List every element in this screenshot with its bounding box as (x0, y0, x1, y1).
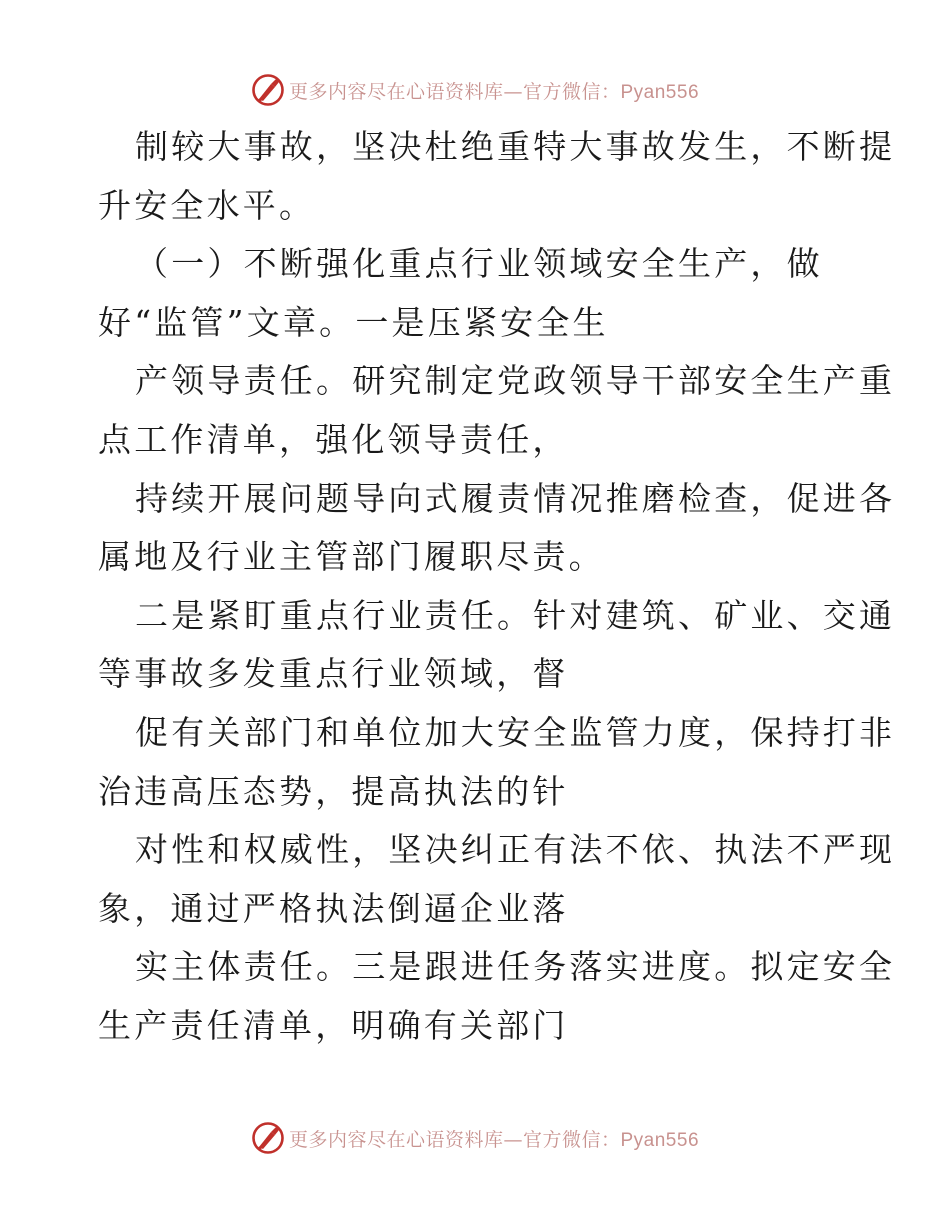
text-line: 制较大事故，坚决杜绝重特大事故发生，不断提 (135, 127, 896, 166)
text-line: 二是紧盯重点行业责任。针对建筑、矿业、交通 (135, 595, 896, 635)
watermark-id: Pyan556 (620, 1129, 700, 1151)
pen-logo-icon (251, 1121, 285, 1155)
text-line: 点工作清单，强化领导责任， (98, 419, 569, 459)
text-line: 生产责任清单，明确有关部门 (98, 1005, 569, 1045)
text-line: 促有关部门和单位加大安全监管力度，保持打非 (135, 712, 896, 752)
text-line: 实主体责任。三是跟进任务落实进度。拟定安全 (135, 947, 896, 987)
text-line: 象，通过严格执法倒逼企业落 (98, 888, 569, 928)
text-line: 治违高压态势，提高执法的针 (98, 771, 569, 811)
text-line: 升安全水平。 (98, 185, 316, 225)
watermark-id: Pyan556 (620, 81, 700, 103)
watermark-text: 更多内容尽在心语资料库—官方微信：Pyan556 (288, 80, 700, 103)
pen-logo-icon (251, 73, 285, 107)
text-line: 好“监管”文章。一是压紧安全生 (98, 302, 609, 342)
text-line: 持续开展问题导向式履责情况推磨检查，促进各 (135, 478, 896, 518)
text-line: （一）不断强化重点行业领域安全生产，做 (135, 244, 823, 284)
document-body (98, 118, 896, 1056)
text-line: 产领导责任。研究制定党政领导干部安全生产重 (135, 361, 896, 401)
text-line: 属地及行业主管部门履职尽责。 (98, 537, 605, 577)
footer-watermark (0, 1118, 950, 1158)
watermark-text: 更多内容尽在心语资料库—官方微信：Pyan556 (288, 1128, 700, 1151)
text-line: 等事故多发重点行业领域，督 (98, 654, 569, 694)
header-watermark (0, 70, 950, 110)
text-line: 对性和权威性，坚决纠正有法不依、执法不严现 (135, 830, 896, 870)
